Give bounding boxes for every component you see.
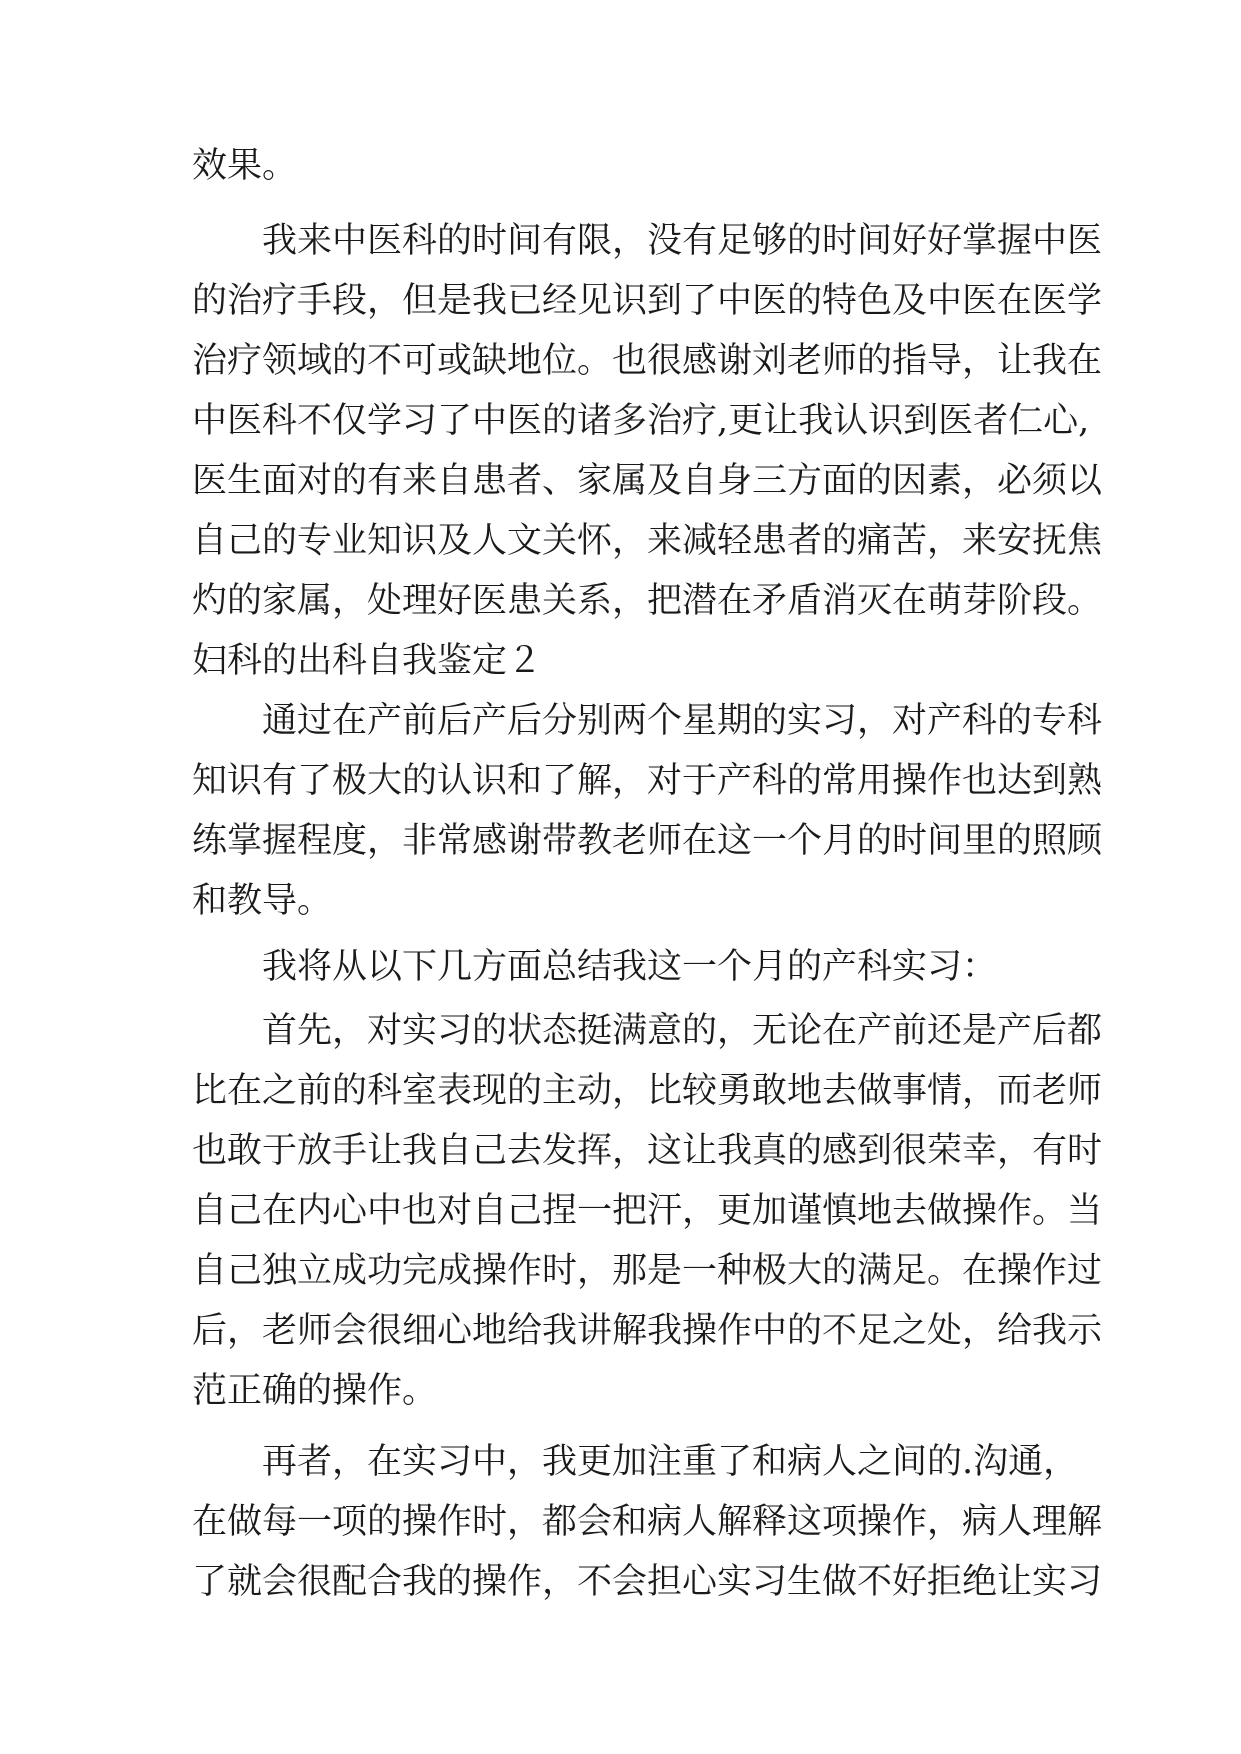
text-line: 治疗领域的不可或缺地位。也很感谢刘老师的指导，让我在: [192, 341, 1103, 381]
text-line: 后，老师会很细心地给我讲解我操作中的不足之处，给我示: [192, 1311, 1103, 1351]
text-line: 也敢于放手让我自己去发挥，这让我真的感到很荣幸，有时: [192, 1131, 1103, 1171]
text-line: 效果。: [192, 146, 298, 186]
text-line: 我来中医科的时间有限，没有足够的时间好好掌握中医: [262, 221, 1103, 261]
text-line: 我将从以下几方面总结我这一个月的产科实习：: [262, 947, 998, 987]
text-line: 的治疗手段，但是我已经见识到了中医的特色及中医在医学: [192, 281, 1103, 321]
text-line: 自己在内心中也对自己捏一把汗，更加谨慎地去做操作。当: [192, 1191, 1103, 1231]
text-line: 在做每一项的操作时，都会和病人解释这项操作，病人理解: [192, 1502, 1103, 1542]
text-line: 范正确的操作。: [192, 1371, 438, 1411]
text-line: 通过在产前后产后分别两个星期的实习，对产科的专科: [262, 701, 1103, 741]
text-line: 自己独立成功完成操作时，那是一种极大的满足。在操作过: [192, 1251, 1103, 1291]
text-line: 和教导。: [192, 881, 333, 921]
text-line: 练掌握程度，非常感谢带教老师在这一个月的时间里的照顾: [192, 821, 1103, 861]
text-line: 了就会很配合我的操作，不会担心实习生做不好拒绝让实习: [192, 1562, 1103, 1602]
text-line: 医生面对的有来自患者、家属及自身三方面的因素，必须以: [192, 461, 1103, 501]
text-line: 知识有了极大的认识和了解，对于产科的常用操作也达到熟: [192, 761, 1103, 801]
text-line: 中医科不仅学习了中医的诸多治疗,更让我认识到医者仁心,: [192, 401, 1090, 441]
text-line: 自己的专业知识及人文关怀，来减轻患者的痛苦，来安抚焦: [192, 521, 1103, 561]
text-line: 再者，在实习中，我更加注重了和病人之间的.沟通，: [262, 1442, 1079, 1482]
text-line: 比在之前的科室表现的主动，比较勇敢地去做事情，而老师: [192, 1071, 1103, 1111]
section-heading: 妇科的出科自我鉴定２: [192, 641, 543, 681]
text-line: 首先，对实习的状态挺满意的，无论在产前还是产后都: [262, 1011, 1103, 1051]
text-line: 灼的家属，处理好医患关系，把潜在矛盾消灭在萌芽阶段。: [192, 581, 1103, 621]
